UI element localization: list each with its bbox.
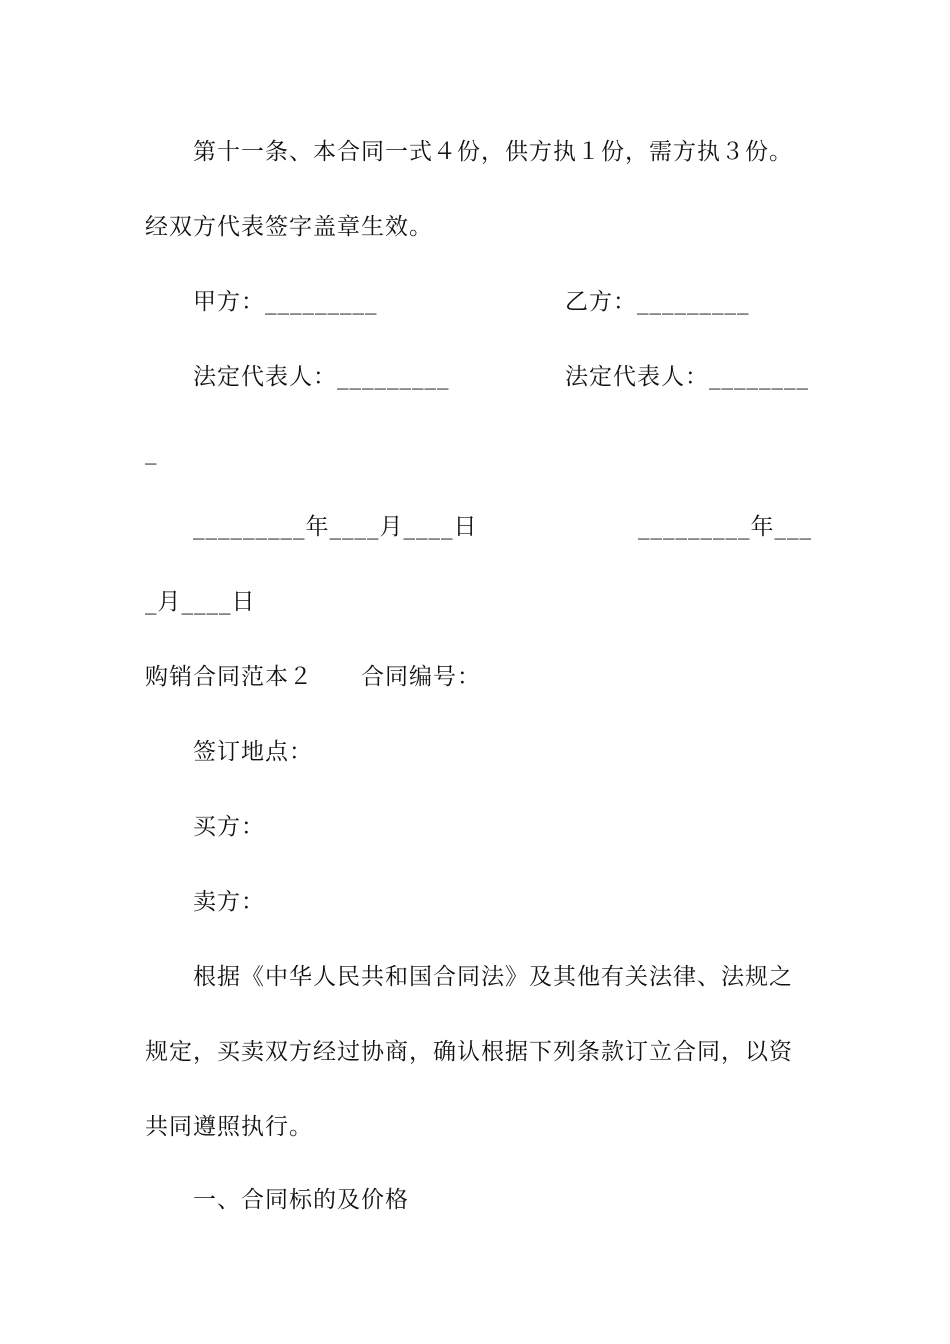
paragraph-line-3: 共同遵照执行。 xyxy=(145,1114,313,1140)
signing-place: 签订地点： xyxy=(193,739,313,765)
party-a-date: _________年____月____日 xyxy=(193,514,478,540)
paragraph-line-2: 规定，买卖双方经过协商，确认根据下列条款订立合同，以资 xyxy=(145,1039,793,1065)
party-b-date-wrap: _月____日 xyxy=(145,589,256,615)
clause-11-line: 第十一条、本合同一式４份，供方执１份，需方执３份。 xyxy=(193,139,793,165)
contract-heading: 购销合同范本２ 合同编号： xyxy=(145,664,481,690)
section-heading-1: 一、合同标的及价格 xyxy=(193,1187,409,1213)
clause-11-continuation: 经双方代表签字盖章生效。 xyxy=(145,214,433,240)
party-a-field: 甲方：_________ xyxy=(193,289,378,315)
party-b-representative: 法定代表人：________ xyxy=(565,364,809,390)
party-a-representative: 法定代表人：_________ xyxy=(193,364,450,390)
paragraph-line-1: 根据《中华人民共和国合同法》及其他有关法律、法规之 xyxy=(193,964,793,990)
party-b-date: _________年___ xyxy=(638,514,812,540)
seller-label: 卖方： xyxy=(193,889,265,915)
buyer-label: 买方： xyxy=(193,814,265,840)
party-b-field: 乙方：_________ xyxy=(565,289,750,315)
party-b-representative-wrap: _ xyxy=(145,439,158,465)
